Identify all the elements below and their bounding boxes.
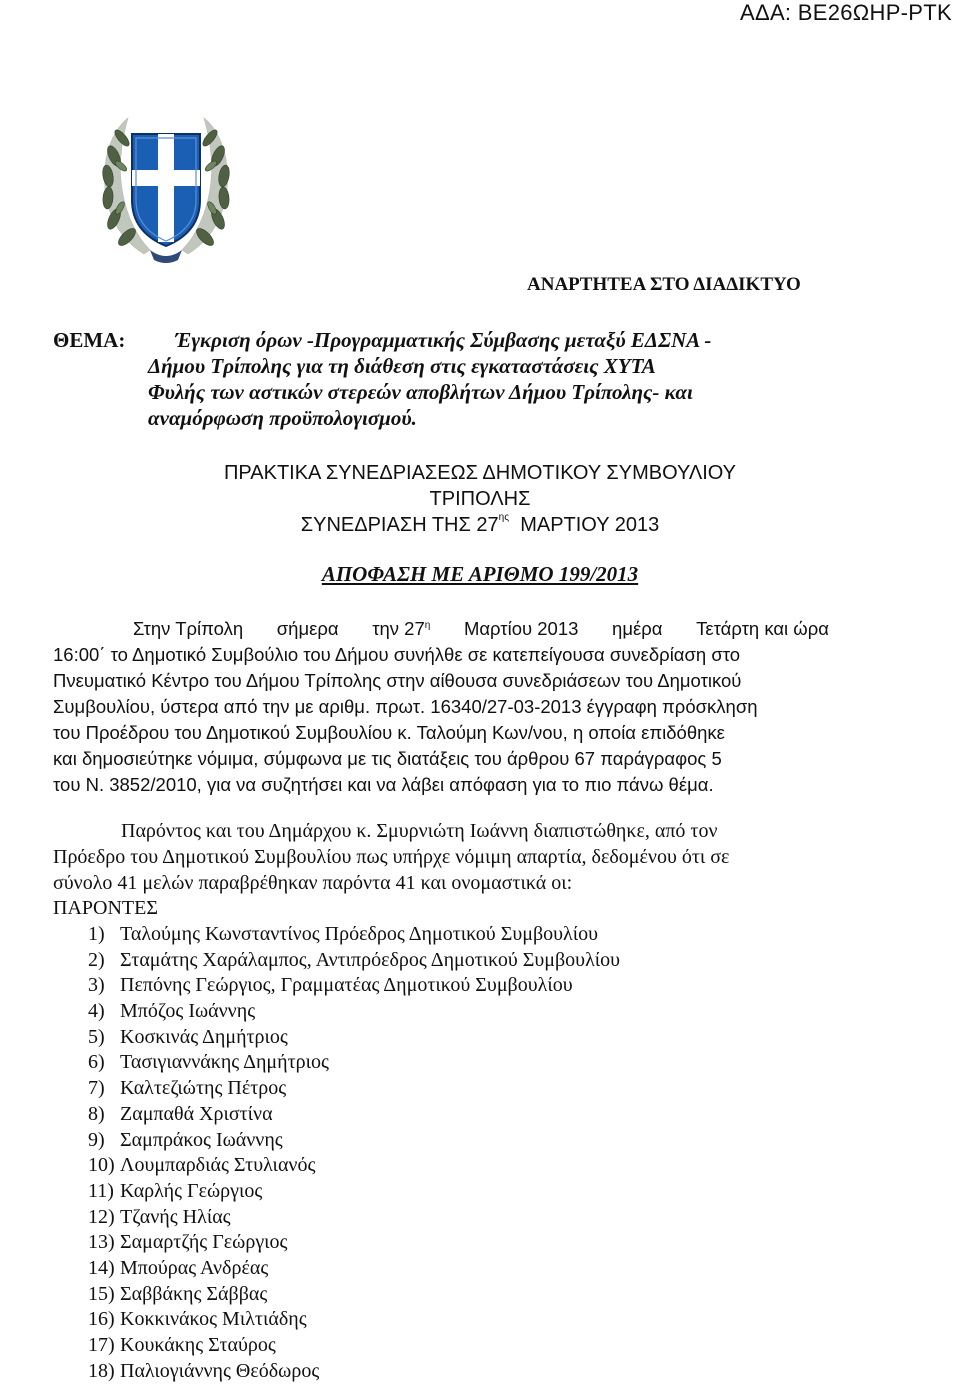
list-item-number: 6): [88, 1051, 105, 1074]
decision-title: ΑΠΟΦΑΣΗ ΜΕ ΑΡΙΘΜΟ 199/2013: [321, 562, 639, 586]
list-item-number: 9): [88, 1128, 105, 1151]
list-item: [88, 973, 620, 999]
p1-part: σήμερα: [276, 618, 339, 639]
paragraph1-line: και δημοσιεύτηκε νόμιμα, σύμφωνα με τις διατάξεις του άρθρου 67 παράγραφος 5: [53, 748, 722, 769]
list-item-name: Τζανής Ηλίας: [120, 1205, 231, 1228]
p1-part: Τετάρτη και ώρα: [696, 618, 829, 639]
p1-date: την 27: [372, 618, 425, 639]
list-item: [88, 948, 620, 974]
list-item-name: Ταλούμης Κωνσταντίνος Πρόεδρος Δημοτικού Συμβουλίου: [120, 923, 599, 945]
p1-sup: η: [424, 619, 431, 631]
greek-coat-of-arms-icon: [92, 104, 240, 268]
present-heading: ΠΑΡΟΝΤΕΣ: [53, 897, 158, 919]
list-item-number: 11): [88, 1179, 114, 1202]
session-sup: ης: [498, 512, 510, 523]
list-item-name: Κουκάκης Σταύρος: [120, 1334, 276, 1356]
list-item: [88, 1153, 620, 1179]
list-item-name: Σαμαρτζής Γεώργιος: [120, 1231, 288, 1254]
list-item-name: Καρλής Γεώργιος: [120, 1179, 263, 1202]
list-item-name: Πεπόνης Γεώργιος, Γραμματέας Δημοτικού Συμβουλίου: [120, 974, 573, 997]
list-item-number: 12): [88, 1205, 115, 1228]
list-item: [88, 1282, 620, 1308]
list-item-number: 4): [88, 1000, 105, 1023]
paragraph1-line: του Προέδρου του Δημοτικού Συμβουλίου κ. Ταλούμη Κων/νου, η οποία επιδόθηκε: [53, 722, 725, 743]
attendees-list: [88, 922, 620, 1384]
list-item-number: 10): [88, 1154, 115, 1177]
list-item-number: 18): [88, 1359, 115, 1382]
paragraph1-line: 16:00΄ το Δημοτικό Συμβούλιο του Δήμου συνήλθε σε κατεπείγουσα συνεδρίαση στο: [53, 644, 741, 665]
p1-part: Μαρτίου 2013: [463, 618, 579, 639]
list-item: [88, 1359, 620, 1384]
paragraph2-line: Πρόεδρο του Δημοτικού Συμβουλίου πως υπήρχε νόμιμη απαρτία, δεδομένου ότι σε: [53, 846, 730, 868]
paragraph1-first-line: [133, 618, 829, 640]
list-item-number: 8): [88, 1102, 105, 1125]
list-item-number: 17): [88, 1334, 115, 1356]
list-item: [88, 1050, 620, 1076]
list-item: [88, 1025, 620, 1051]
list-item-number: 2): [88, 948, 105, 971]
list-item-name: Λουμπαρδιάς Στυλιανός: [120, 1154, 316, 1177]
list-item: [88, 1179, 620, 1205]
minutes-city: ΤΡΙΠΟΛΗΣ: [429, 488, 531, 510]
list-item-name: Μπούρας Ανδρέας: [120, 1256, 269, 1279]
list-item: [88, 1102, 620, 1128]
subject-line: αναμόρφωση προϋπολογισμού.: [148, 406, 417, 430]
paragraph1-line: του Ν. 3852/2010, για να συζητήσει και να λάβει απόφαση για το πιο πάνω θέμα.: [53, 774, 714, 795]
list-item: [88, 922, 620, 948]
list-item-name: Τασιγιαννάκης Δημήτριος: [120, 1051, 329, 1074]
subject-line: Έγκριση όρων -Προγραμματικής Σύμβασης μεταξύ ΕΔΣΝΑ -: [175, 328, 712, 352]
p1-part: ημέρα: [612, 618, 663, 639]
list-item: [88, 1333, 620, 1359]
ada-code: ΑΔΑ: ΒΕ26ΩΗΡ-ΡΤΚ: [739, 0, 952, 25]
list-item: [88, 1230, 620, 1256]
paragraph2-line: σύνολο 41 μελών παραβρέθηκαν παρόντα 41 και ονομαστικά οι:: [53, 872, 573, 894]
paragraph2-line: Παρόντος και του Δημάρχου κ. Σμυρνιώτη Ιωάννη διαπιστώθηκε, από τον: [121, 820, 718, 842]
posted-notice: ΑΝΑΡΤΗΤΕΑ ΣΤΟ ΔΙΑΔΙΚΤΥΟ: [527, 274, 801, 295]
session-date: [0, 514, 960, 537]
minutes-title: ΠΡΑΚΤΙΚΑ ΣΥΝΕΔΡΙΑΣΕΩΣ ΔΗΜΟΤΙΚΟΥ ΣΥΜΒΟΥΛΙΟΥ: [223, 462, 737, 484]
list-item-number: 1): [88, 923, 105, 945]
paragraph1-line: Συμβουλίου, ύστερα από την με αριθμ. πρωτ. 16340/27-03-2013 έγγραφη πρόσκληση: [53, 696, 758, 717]
subject-line: Δήμου Τρίπολης για τη διάθεση στις εγκαταστάσεις ΧΥΤΑ: [148, 354, 656, 378]
list-item-number: 15): [88, 1282, 115, 1305]
list-item-number: 7): [88, 1077, 105, 1100]
list-item-name: Σαμπράκος Ιωάννης: [120, 1128, 283, 1151]
list-item-number: 3): [88, 974, 105, 997]
list-item-number: 14): [88, 1256, 115, 1279]
subject-line: Φυλής των αστικών στερεών αποβλήτων Δήμου Τρίπολης- και: [148, 380, 693, 404]
list-item-name: Ζαμπαθά Χριστίνα: [120, 1102, 273, 1125]
p1-part: Στην Τρίπολη: [133, 618, 244, 639]
list-item-name: Παλιογιάννης Θεόδωρος: [120, 1359, 320, 1382]
list-item-name: Καλτεζιώτης Πέτρος: [120, 1077, 287, 1100]
list-item-number: 5): [88, 1025, 105, 1048]
session-suffix: ΜΑΡΤΙΟΥ 2013: [520, 514, 660, 536]
list-item-number: 13): [88, 1231, 115, 1254]
list-item: [88, 1205, 620, 1231]
list-item-name: Κοκκινάκος Μιλτιάδης: [120, 1308, 307, 1331]
list-item-name: Σταμάτης Χαράλαμπος, Αντιπρόεδρος Δημοτικού Συμβουλίου: [120, 948, 621, 971]
paragraph1-line: Πνευματικό Κέντρο του Δήμου Τρίπολης στην αίθουσα συνεδριάσεων του Δημοτικού: [53, 670, 742, 691]
list-item: [88, 1307, 620, 1333]
p1-part: [372, 618, 430, 640]
list-item-number: 16): [88, 1308, 115, 1331]
list-item-name: Σαββάκης Σάββας: [120, 1282, 268, 1305]
list-item-name: Μπόζος Ιωάννης: [120, 1000, 256, 1023]
list-item-name: Κοσκινάς Δημήτριος: [120, 1025, 288, 1048]
list-item: [88, 999, 620, 1025]
list-item: [88, 1076, 620, 1102]
subject-label: ΘΕΜΑ:: [53, 328, 126, 352]
session-prefix: ΣΥΝΕΔΡΙΑΣΗ ΤΗΣ 27: [300, 514, 499, 536]
list-item: [88, 1128, 620, 1154]
list-item: [88, 1256, 620, 1282]
